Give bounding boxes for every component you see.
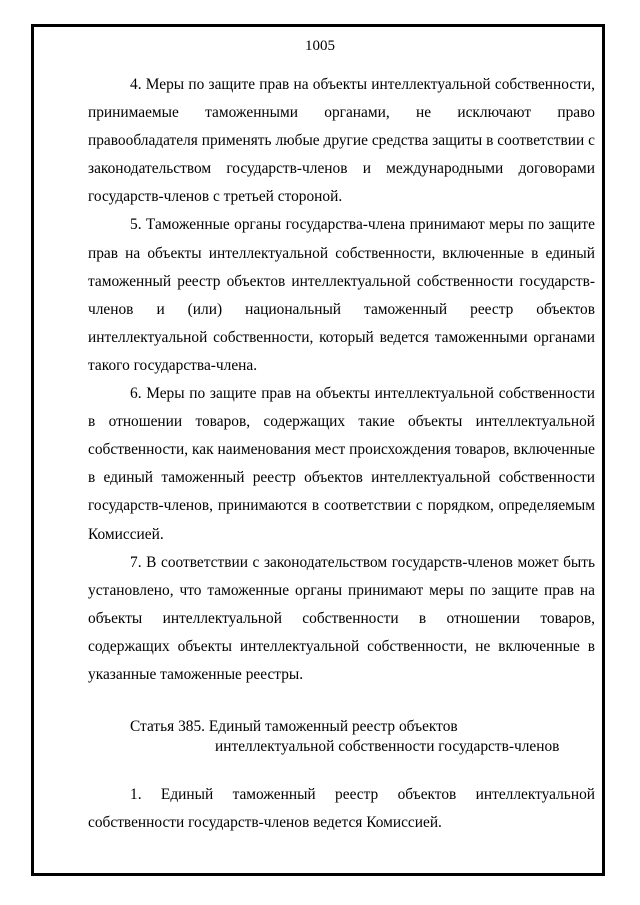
article-title-line-1: Статья 385. Единый таможенный реестр объектов [130,718,458,736]
paragraph-4: 4. Меры по защите прав на объекты интеллектуальной собственности, принимаемые таможенными органами, не исключают право правообладателя применять любые другие средства защиты в соответствии с законодательством государств-членов и международными договорами государств-членов с третьей стороной. [88,76,595,206]
document-body [88,71,595,837]
paragraph-7: 7. В соответствии с законодательством государств-членов может быть установлено, что таможенные органы принимают меры по защите прав на объекты интеллектуальной собственности в отношении товаров, содержащих объекты интеллектуальной собственности, не включенные в указанные таможенные реестры. [88,553,595,683]
article-title [88,717,595,757]
article-title-line-2: интеллектуальной собственности государств-членов [215,738,560,756]
paragraph-6: 6. Меры по защите прав на объекты интеллектуальной собственности в отношении товаров, содержащих такие объекты интеллектуальной собственности, как наименования мест происхождения товаров, включенные в единый таможенный реестр объектов интеллектуальной собственности государств-членов, принимаются в соответствии с порядком, определяемым Комиссией. [88,385,595,543]
page-number: 1005 [305,38,335,54]
article-paragraph-1: 1. Единый таможенный реестр объектов интеллектуальной собственности государств-членов ведется Комиссией. [88,786,595,832]
paragraph-5: 5. Таможенные органы государства-члена принимают меры по защите прав на объекты интеллектуальной собственности, включенные в единый таможенный реестр объектов интеллектуальной собственности государств-членов и (или) национальный таможенный реестр объектов интеллектуальной собственности, который ведется таможенными органами такого государства-члена. [88,216,595,374]
